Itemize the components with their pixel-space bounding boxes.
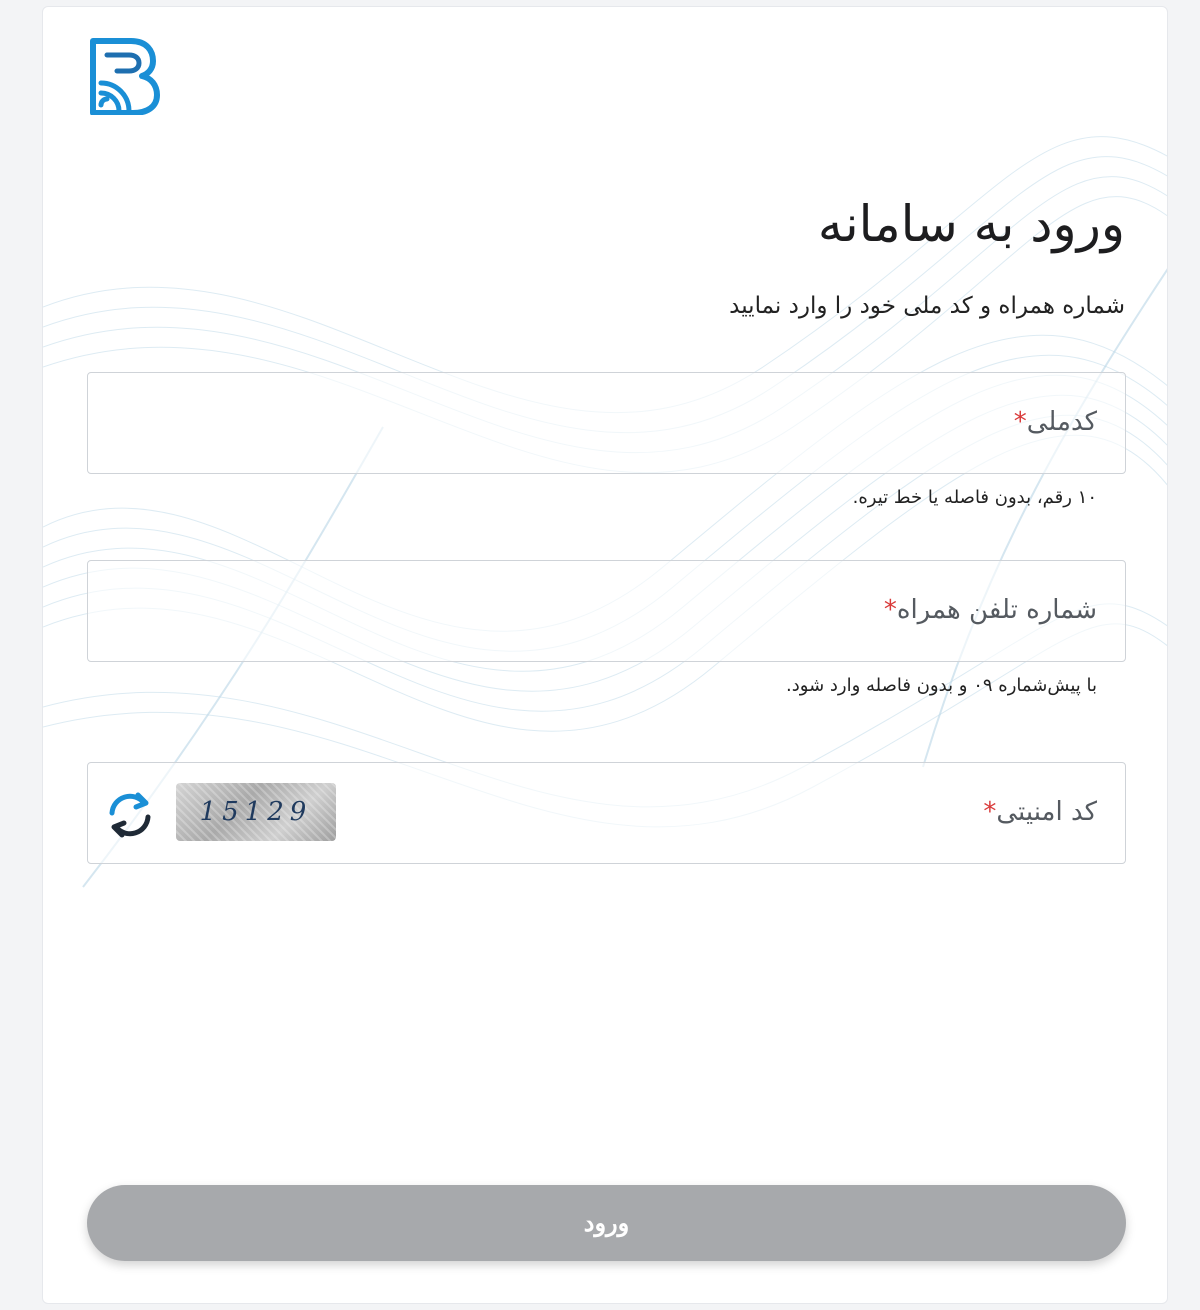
required-mark: * xyxy=(983,797,997,827)
refresh-icon[interactable] xyxy=(102,787,158,843)
required-mark: * xyxy=(1013,407,1027,437)
captcha-input[interactable] xyxy=(87,762,1126,864)
national-code-input[interactable] xyxy=(87,372,1126,474)
login-page xyxy=(42,6,1168,1304)
mobile-number-input[interactable] xyxy=(87,560,1126,662)
mobile-number-hint: با پیش‌شماره ۰۹ و بدون فاصله وارد شود. xyxy=(786,675,1097,696)
national-code-label: کدملی* xyxy=(1013,407,1097,437)
national-code-hint: ۱۰ رقم، بدون فاصله یا خط تیره. xyxy=(852,487,1097,508)
mobile-number-label: شماره تلفن همراه* xyxy=(883,595,1097,625)
captcha-image: 15129 xyxy=(176,783,336,841)
required-mark: * xyxy=(883,595,897,625)
login-button[interactable]: ورود xyxy=(87,1185,1126,1261)
page-subtitle: شماره همراه و کد ملی خود را وارد نمایید xyxy=(729,293,1125,319)
page-title: ورود به سامانه xyxy=(817,195,1125,253)
captcha-label: کد امنیتی* xyxy=(983,797,1097,827)
brand-logo-icon xyxy=(87,35,161,115)
